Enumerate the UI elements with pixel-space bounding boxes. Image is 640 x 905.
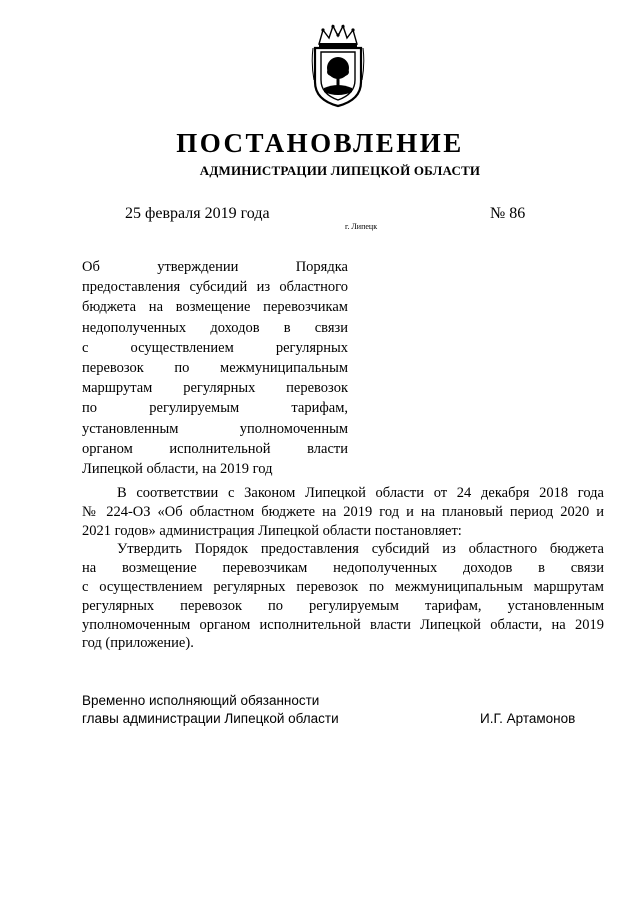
body-line: № 224-ОЗ «Об областном бюджете на 2019 год и на плановый период 2020 и [82,503,604,520]
subject-line: с осуществлением регулярных [82,339,348,356]
body-line: год (приложение). [82,635,194,652]
body-line: регулярных перевозок по регулируемым тарифам, установленным [82,597,604,614]
document-date: 25 февраля 2019 года [125,205,270,222]
subject-line: Об утверждении Порядка [82,259,348,275]
signatory-name: И.Г. Артамонов [480,711,576,726]
body-line: на возмещение перевозчикам недополученных доходов в связи [82,560,604,577]
subject-line: по регулируемым тарифам, [82,400,348,417]
signatory-position-line: Временно исполняющий обязанности [82,693,320,708]
subject-line: бюджета на возмещение перевозчикам [82,299,348,316]
subject-line: установленным уполномоченным [82,420,348,437]
document-title: ПОСТАНОВЛЕНИЕ [176,128,464,158]
document-number: № 86 [490,205,526,222]
signatory-position-line: главы администрации Липецкой области [82,711,339,726]
body-line: Утвердить Порядок предоставления субсидий из областного бюджета [117,541,604,558]
document-city: г. Липецк [345,222,378,231]
document-subject [82,257,348,479]
subject-line: Липецкой области, на 2019 год [82,460,273,477]
body-line: В соответствии с Законом Липецкой области от 24 декабря 2018 года [117,485,604,501]
subject-line: недополученных доходов в связи [82,319,348,336]
coat-of-arms-emblem [311,24,365,108]
subject-line: предоставления субсидий из областного [82,279,348,296]
signatory-position [82,692,339,728]
body-line: уполномоченным органом исполнительной власти Липецкой области, на 2019 [82,616,604,633]
subject-line: перевозок по межмуниципальным [82,359,348,376]
document-subtitle: АДМИНИСТРАЦИИ ЛИПЕЦКОЙ ОБЛАСТИ [199,163,481,178]
body-line: 2021 годов» администрация Липецкой области постановляет: [82,522,462,539]
body-line: с осуществлением регулярных перевозок по межмуниципальным маршрутам [82,578,604,595]
subject-line: органом исполнительной власти [82,440,348,457]
document-body [82,484,604,653]
subject-line: маршрутам регулярных перевозок [82,380,348,397]
